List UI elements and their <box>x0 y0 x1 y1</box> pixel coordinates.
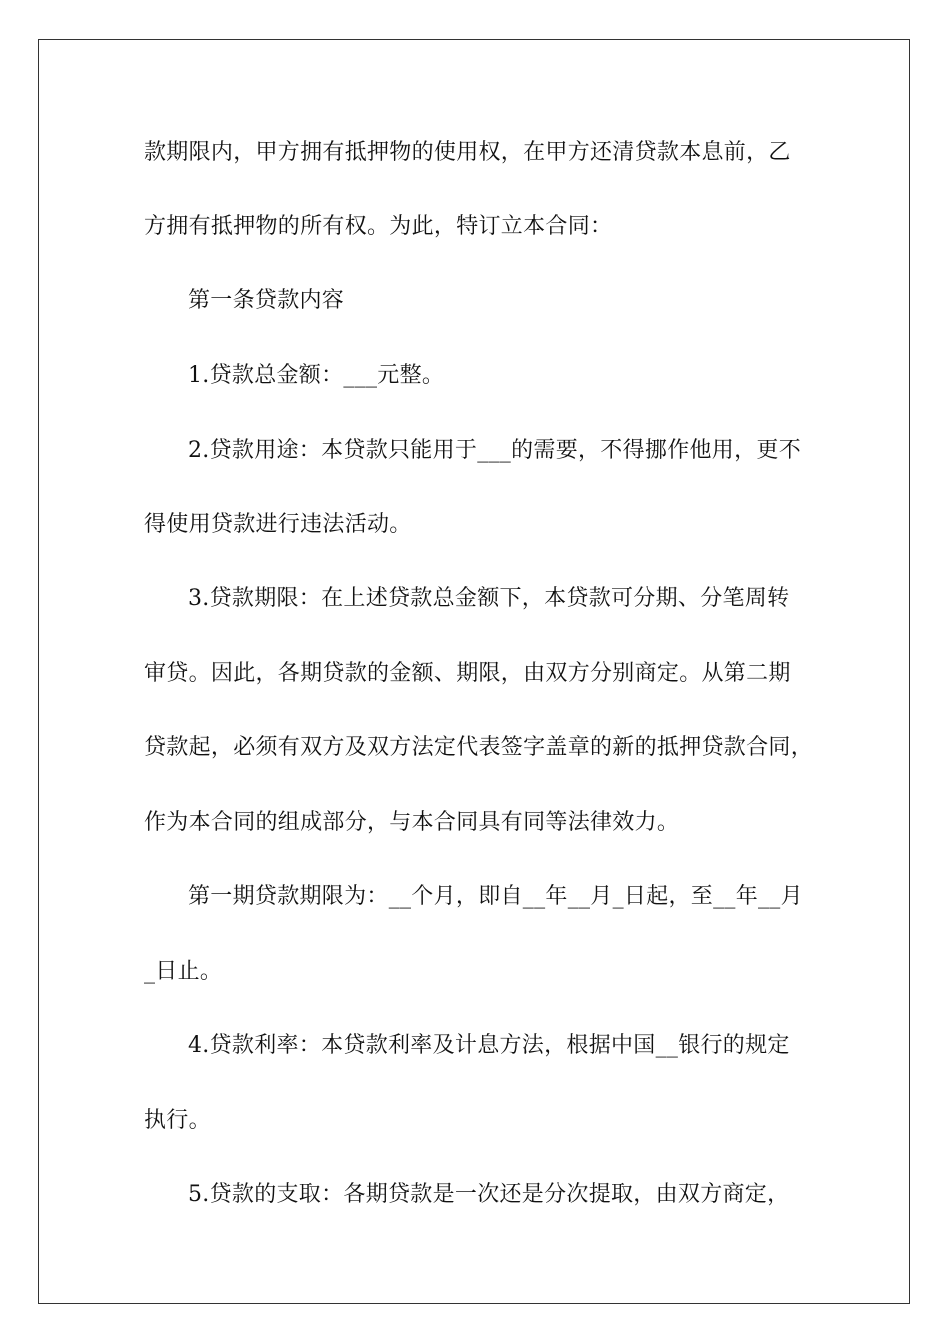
clause-1: 1.贷款总金额：___元整。 <box>188 363 445 388</box>
clause-5-line-1: 5.贷款的支取：各期贷款是一次还是分次提取，由双方商定， <box>188 1182 790 1207</box>
clause-2-line-2: 得使用贷款进行违法活动。 <box>144 512 412 537</box>
clause-2-line-1: 2.贷款用途：本贷款只能用于___的需要，不得挪作他用，更不 <box>188 438 801 463</box>
clause-3-line-4: 作为本合同的组成部分，与本合同具有同等法律效力。 <box>144 810 680 835</box>
body-line-1: 款期限内，甲方拥有抵押物的使用权，在甲方还清贷款本息前，乙 <box>144 140 791 165</box>
clause-4-line-2: 执行。 <box>144 1108 211 1133</box>
clause-3-line-3: 贷款起，必须有双方及双方法定代表签字盖章的新的抵押贷款合同， <box>144 735 814 760</box>
clause-3-line-1: 3.贷款期限：在上述贷款总金额下，本贷款可分期、分笔周转 <box>188 586 790 611</box>
first-period-line-2: _日止。 <box>144 959 223 984</box>
clause-4-line-1: 4.贷款利率：本贷款利率及计息方法，根据中国__银行的规定 <box>188 1033 790 1058</box>
clause-3-line-2: 审贷。因此，各期贷款的金额、期限，由双方分别商定。从第二期 <box>144 661 791 686</box>
body-line-2: 方拥有抵押物的所有权。为此，特订立本合同： <box>144 214 613 239</box>
article-heading: 第一条贷款内容 <box>188 288 345 313</box>
first-period-line-1: 第一期贷款期限为：__个月，即自__年__月_日起，至__年__月 <box>188 884 803 909</box>
